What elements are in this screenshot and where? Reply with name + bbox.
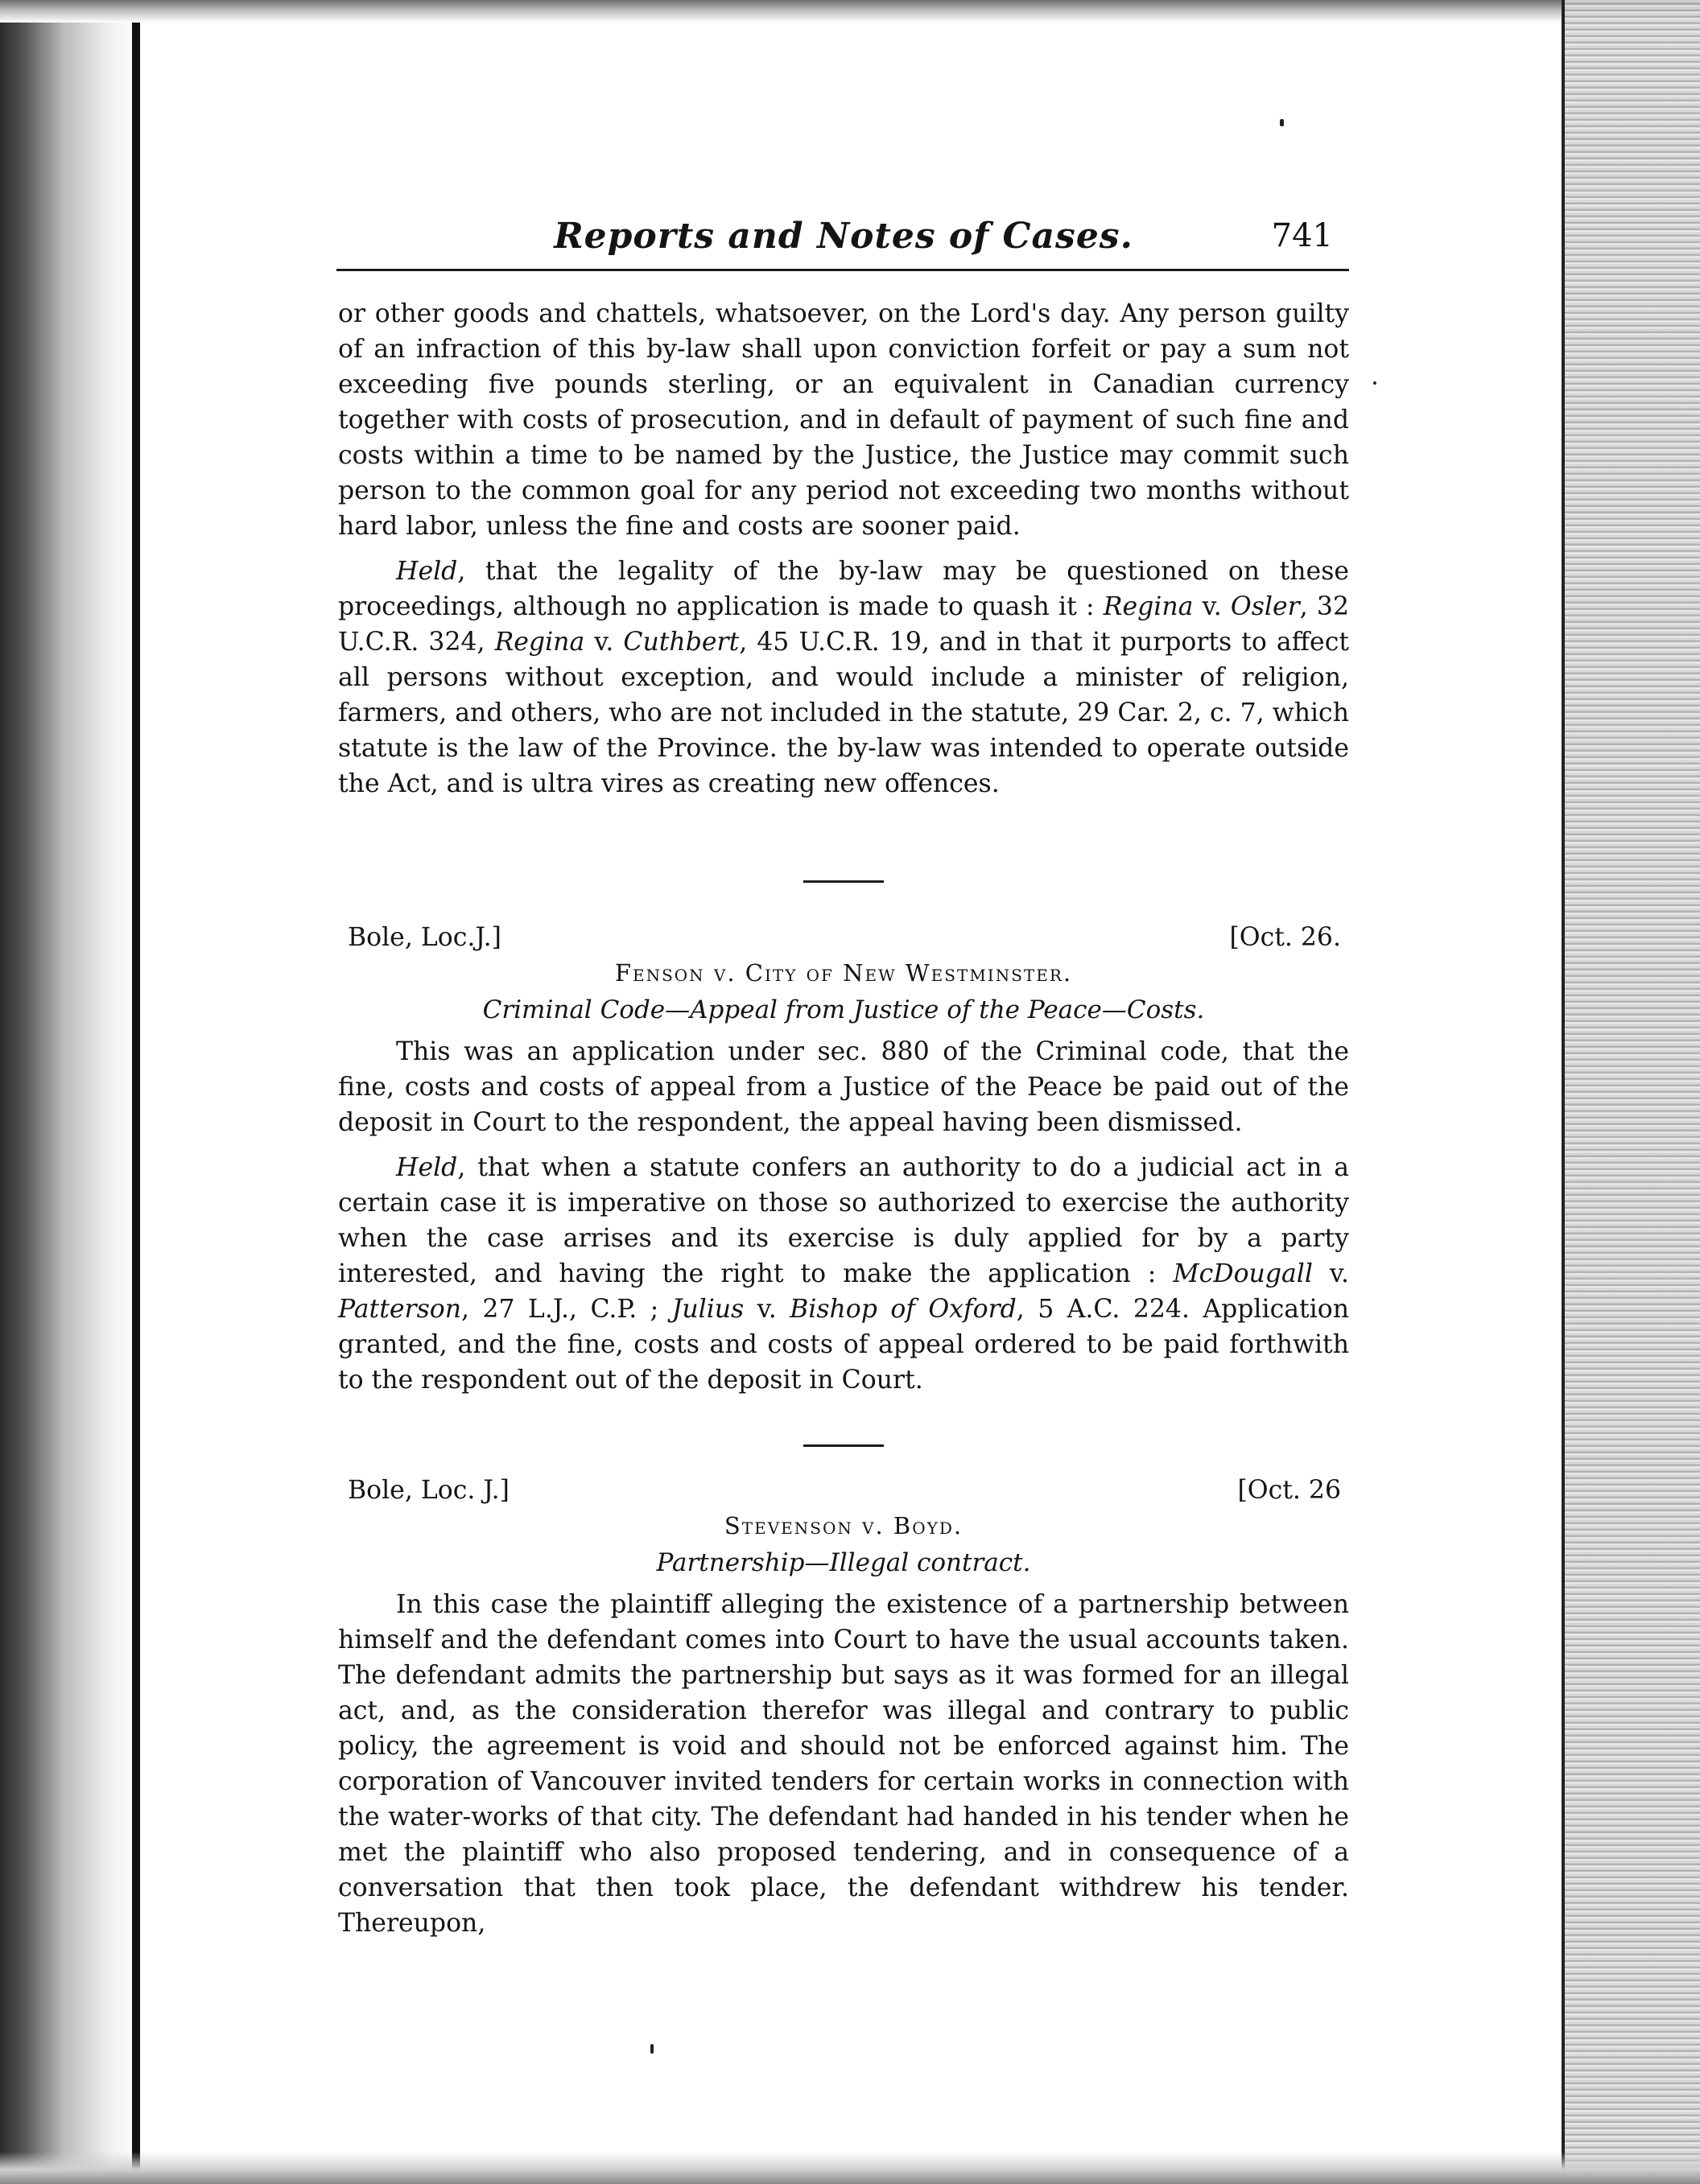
paragraph-held: Held, that when a statute confers an authority to do a judicial act in a certain case it is imperative on those so authorized to exercise the authority when the case arrises and its exercise is duly applied for by a party interested, and having the right to make the application : McDougall v. Patterson, 27 L.J., C.P. ; Julius v. Bishop of Oxford, 5 A.C. 224. Application granted, and the fine, costs and costs of appeal ordered to be paid forthwith to the respondent out of the deposit in Court.: [338, 1153, 1350, 1395]
paragraph-held: Held, that the legality of the by-law may be questioned on these proceedings, although no application is made to quash it : Regina v. Osler, 32 U.C.R. 324, Regina v. Cuthbert, 45 U.C.R. 19, and in that it purports to affect all persons without exception, and would include a minister of religion, farmers, and others, who are not included in the statute, 29 Car. 2, c. 7, which statute is the law of the Province. the by-law was intended to operate outside the Act, and is ultra vires as creating new offences.: [338, 557, 1349, 798]
case-subject: Criminal Code—Appeal from Justice of the Peace—Costs.: [482, 995, 1205, 1024]
judge-name: Bole, Loc. J.]: [348, 1476, 510, 1505]
scan-edge-top: [0, 0, 1700, 23]
page-body: [338, 296, 1349, 1941]
scan-edge-left: [0, 0, 153, 2184]
speck: [650, 2044, 654, 2054]
case-date: [Oct. 26.: [1229, 923, 1341, 952]
page-number: 741: [1271, 217, 1333, 254]
running-header: [338, 216, 1349, 264]
case-header-fenson: [338, 920, 1349, 955]
scan-binding-line: [132, 0, 140, 2184]
speck: [1280, 119, 1284, 126]
case-date: [Oct. 26: [1237, 1476, 1341, 1505]
book-page: [338, 216, 1350, 1938]
scan-page-edge-line: [1562, 0, 1565, 2184]
held-label: Held: [396, 1153, 458, 1182]
case-subject: Partnership—Illegal contract.: [656, 1548, 1031, 1577]
case-header-stevenson: [338, 1473, 1349, 1508]
case-title: Stevenson v. Boyd.: [724, 1512, 963, 1539]
held-label: Held: [396, 557, 458, 586]
speck: [1373, 381, 1376, 385]
scan-edge-right: [1563, 0, 1700, 2184]
header-rule: [336, 269, 1349, 271]
judge-name: Bole, Loc.J.]: [348, 923, 501, 952]
paragraph-application: This was an application under sec. 880 of the Criminal code, that the fine, costs and costs of appeal from a Justice of the Peace be paid out of the deposit in Court to the respondent, the appeal having been dismissed.: [338, 1037, 1349, 1137]
running-title: Reports and Notes of Cases.: [554, 216, 1133, 257]
case-title: Fenson v. City of New Westminster.: [614, 959, 1073, 987]
scan-edge-bottom: [0, 2152, 1700, 2184]
paragraph-facts: In this case the plaintiff alleging the existence of a partnership between himself and the defendant comes into Court to have the usual accounts taken. The defendant admits the partnership but says as it was formed for an illegal act, and, as the consideration therefor was illegal and contrary to public policy, the agreement is void and should not be enforced against him. The corporation of Vancouver invited tenders for certain works in connection with the water-works of that city. The defendant had handed in his tender when he met the plaintiff who also proposed tendering, and in consequence of a conversation that then took place, the defendant withdrew his tender. Thereupon,: [338, 1590, 1349, 1938]
paragraph-continued: or other goods and chattels, whatsoever, on the Lord's day. Any person guilty of an infraction of this by-law shall upon conviction forfeit or pay a sum not exceeding five pounds sterling, or an equivalent in Canadian currency together with costs of prosecution, and in default of payment of such fine and costs within a time to be named by the Justice, the Justice may commit such person to the common goal for any period not exceeding two months without hard labor, unless the fine and costs are sooner paid.: [338, 299, 1349, 541]
